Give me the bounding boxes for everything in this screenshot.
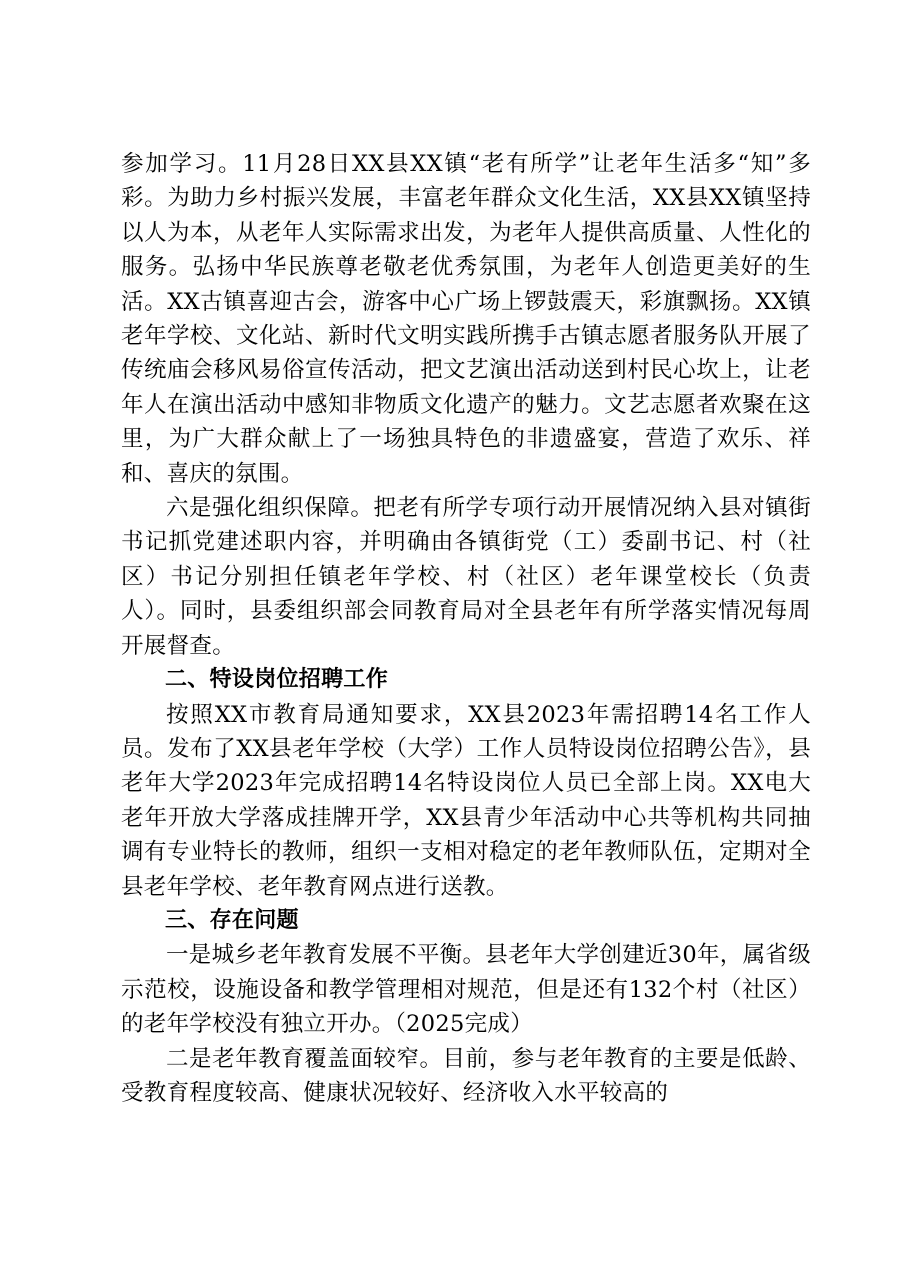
body-paragraph: 按照XX市教育局通知要求，XX县2023年需招聘14名工作人员。发布了XX县老年学校（大学）工作人员特设岗位招聘公告》，县老年大学2023年完成招聘14名特设岗位人员已全部上岗。XX电大老年开放大学落成挂牌开学，XX县青少年活动中心共等机构共同抽调有专业特长的教师，组织一支相对稳定的老年教师队伍，定期对全县老年学校、老年教育网点进行送教。 — [121, 701, 811, 900]
section-heading: 三、存在问题 — [165, 907, 299, 933]
body-paragraph: 参加学习。11月28日XX县XX镇“老有所学”让老年生活多“知”多彩。为助力乡村振兴发展，丰富老年群众文化生活，XX县XX镇坚持以人为本，从老年人实际需求出发，为老年人提供高质量、人性化的服务。弘扬中华民族尊老敬老优秀氛围，为老年人创造更美好的生活。XX古镇喜迎古会，游客中心广场上锣鼓震天，彩旗飘扬。XX镇老年学校、文化站、新时代文明实践所携手古镇志愿者服务队开展了传统庙会移风易俗宣传活动，把文艺演出活动送到村民心坎上，让老年人在演出活动中感知非物质文化遗产的魅力。文艺志愿者欢聚在这里，为广大群众献上了一场独具特色的非遗盛宴，营造了欢乐、祥和、喜庆的氛围。 — [121, 151, 811, 487]
body-paragraph: 一是城乡老年教育发展不平衡。县老年大学创建近30年，属省级示范校，设施设备和教学管理相对规范，但是还有132个村（社区）的老年学校没有独立开办。（2025完成） — [121, 942, 811, 1038]
body-paragraph: 二是老年教育覆盖面较窄。目前，参与老年教育的主要是低龄、受教育程度较高、健康状况较好、经济收入水平较高的 — [121, 1045, 811, 1106]
body-paragraph: 六是强化组织保障。把老有所学专项行动开展情况纳入县对镇街书记抓党建述职内容，并明确由各镇街党（工）委副书记、村（社区）书记分别担任镇老年学校、村（社区）老年课堂校长（负责人）。同时，县委组织部会同教育局对全县老年有所学落实情况每周开展督查。 — [121, 495, 811, 659]
document-body — [121, 147, 811, 1110]
section-heading: 二、特设岗位招聘工作 — [165, 667, 389, 693]
